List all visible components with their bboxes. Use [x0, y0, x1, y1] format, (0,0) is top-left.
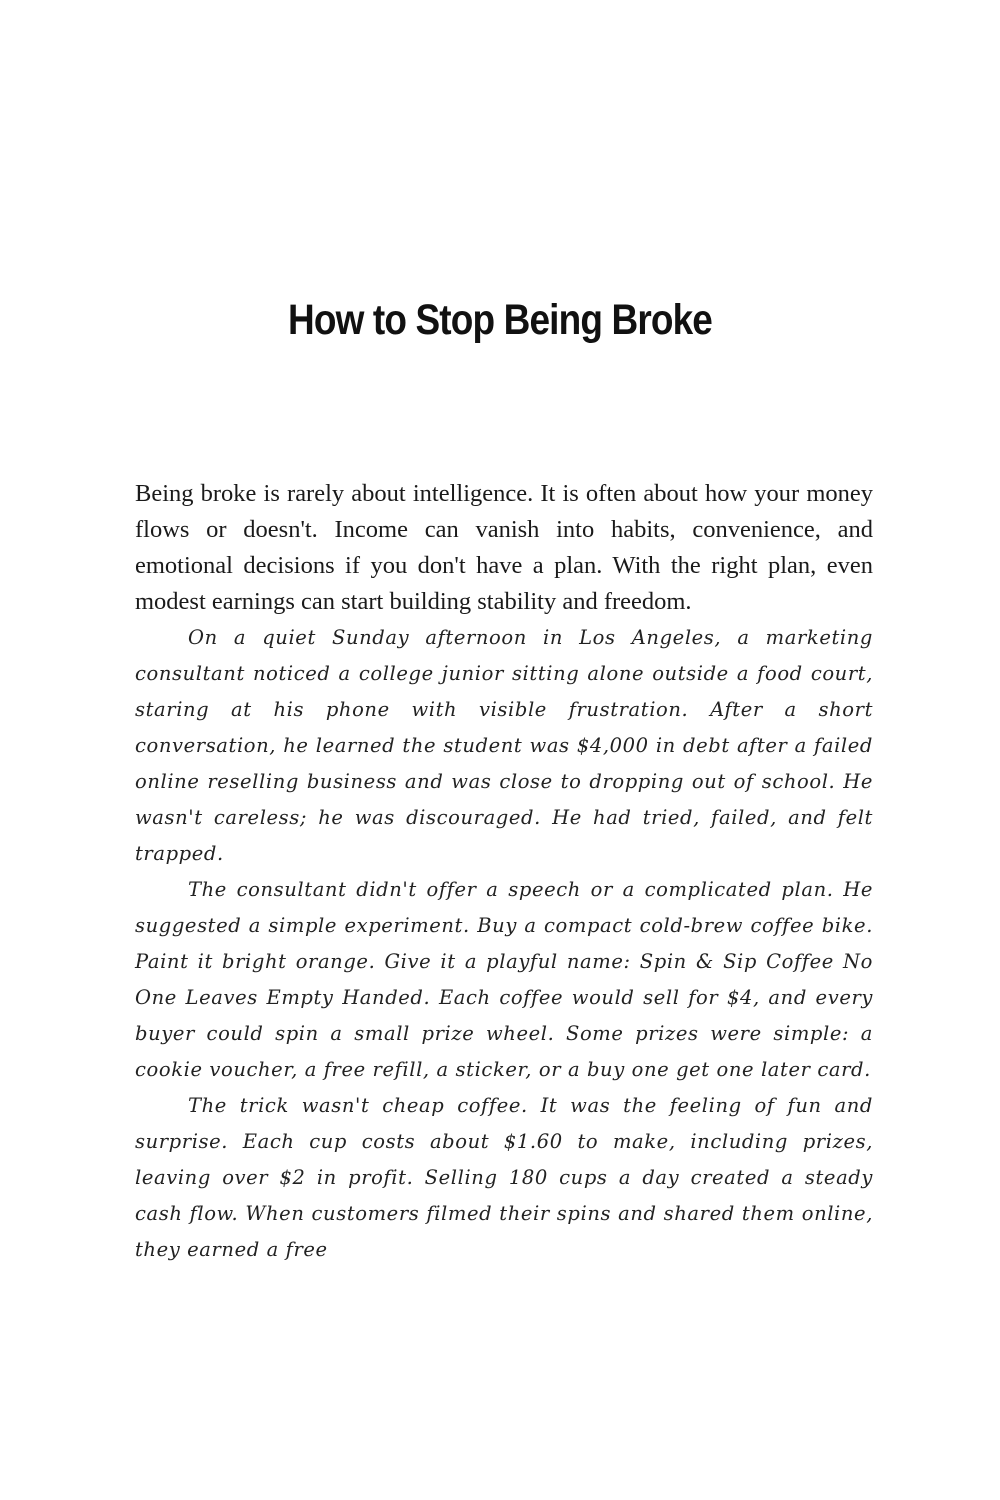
- story-paragraph-3: The trick wasn't cheap coffee. It was the feeling of fun and surprise. Each cup costs about $1.60 to make, including prizes, leaving over $2 in profit. Selling 180 cups a day created a steady cash flow. When customers filmed their spins and shared them online, they earned a free: [135, 1094, 873, 1261]
- intro-paragraph: Being broke is rarely about intelligence. It is often about how your money flows or doesn't. Income can vanish into habits, convenience, and emotional decisions if you don't have a plan. With the right plan, even modest earnings can start building stability and freedom.: [135, 480, 873, 615]
- body-text: [135, 476, 873, 1268]
- chapter-title: How to Stop Being Broke: [288, 296, 712, 344]
- story-paragraph-2: The consultant didn't offer a speech or a complicated plan. He suggested a simple experiment. Buy a compact cold-brew coffee bike. Paint it bright orange. Give it a playful name: Spin & Sip Coffee No One Leaves Empty Handed. Each coffee would sell for $4, and every buyer could spin a small prize wheel. Some prizes were simple: a cookie voucher, a free refill, a sticker, or a buy one get one later card.: [135, 878, 873, 1081]
- story-paragraph-1: On a quiet Sunday afternoon in Los Angeles, a marketing consultant noticed a college junior sitting alone outside a food court, staring at his phone with visible frustration. After a short conversation, he learned the student was $4,000 in debt after a failed online reselling business and was close to dropping out of school. He wasn't careless; he was discouraged. He had tried, failed, and felt trapped.: [135, 626, 873, 865]
